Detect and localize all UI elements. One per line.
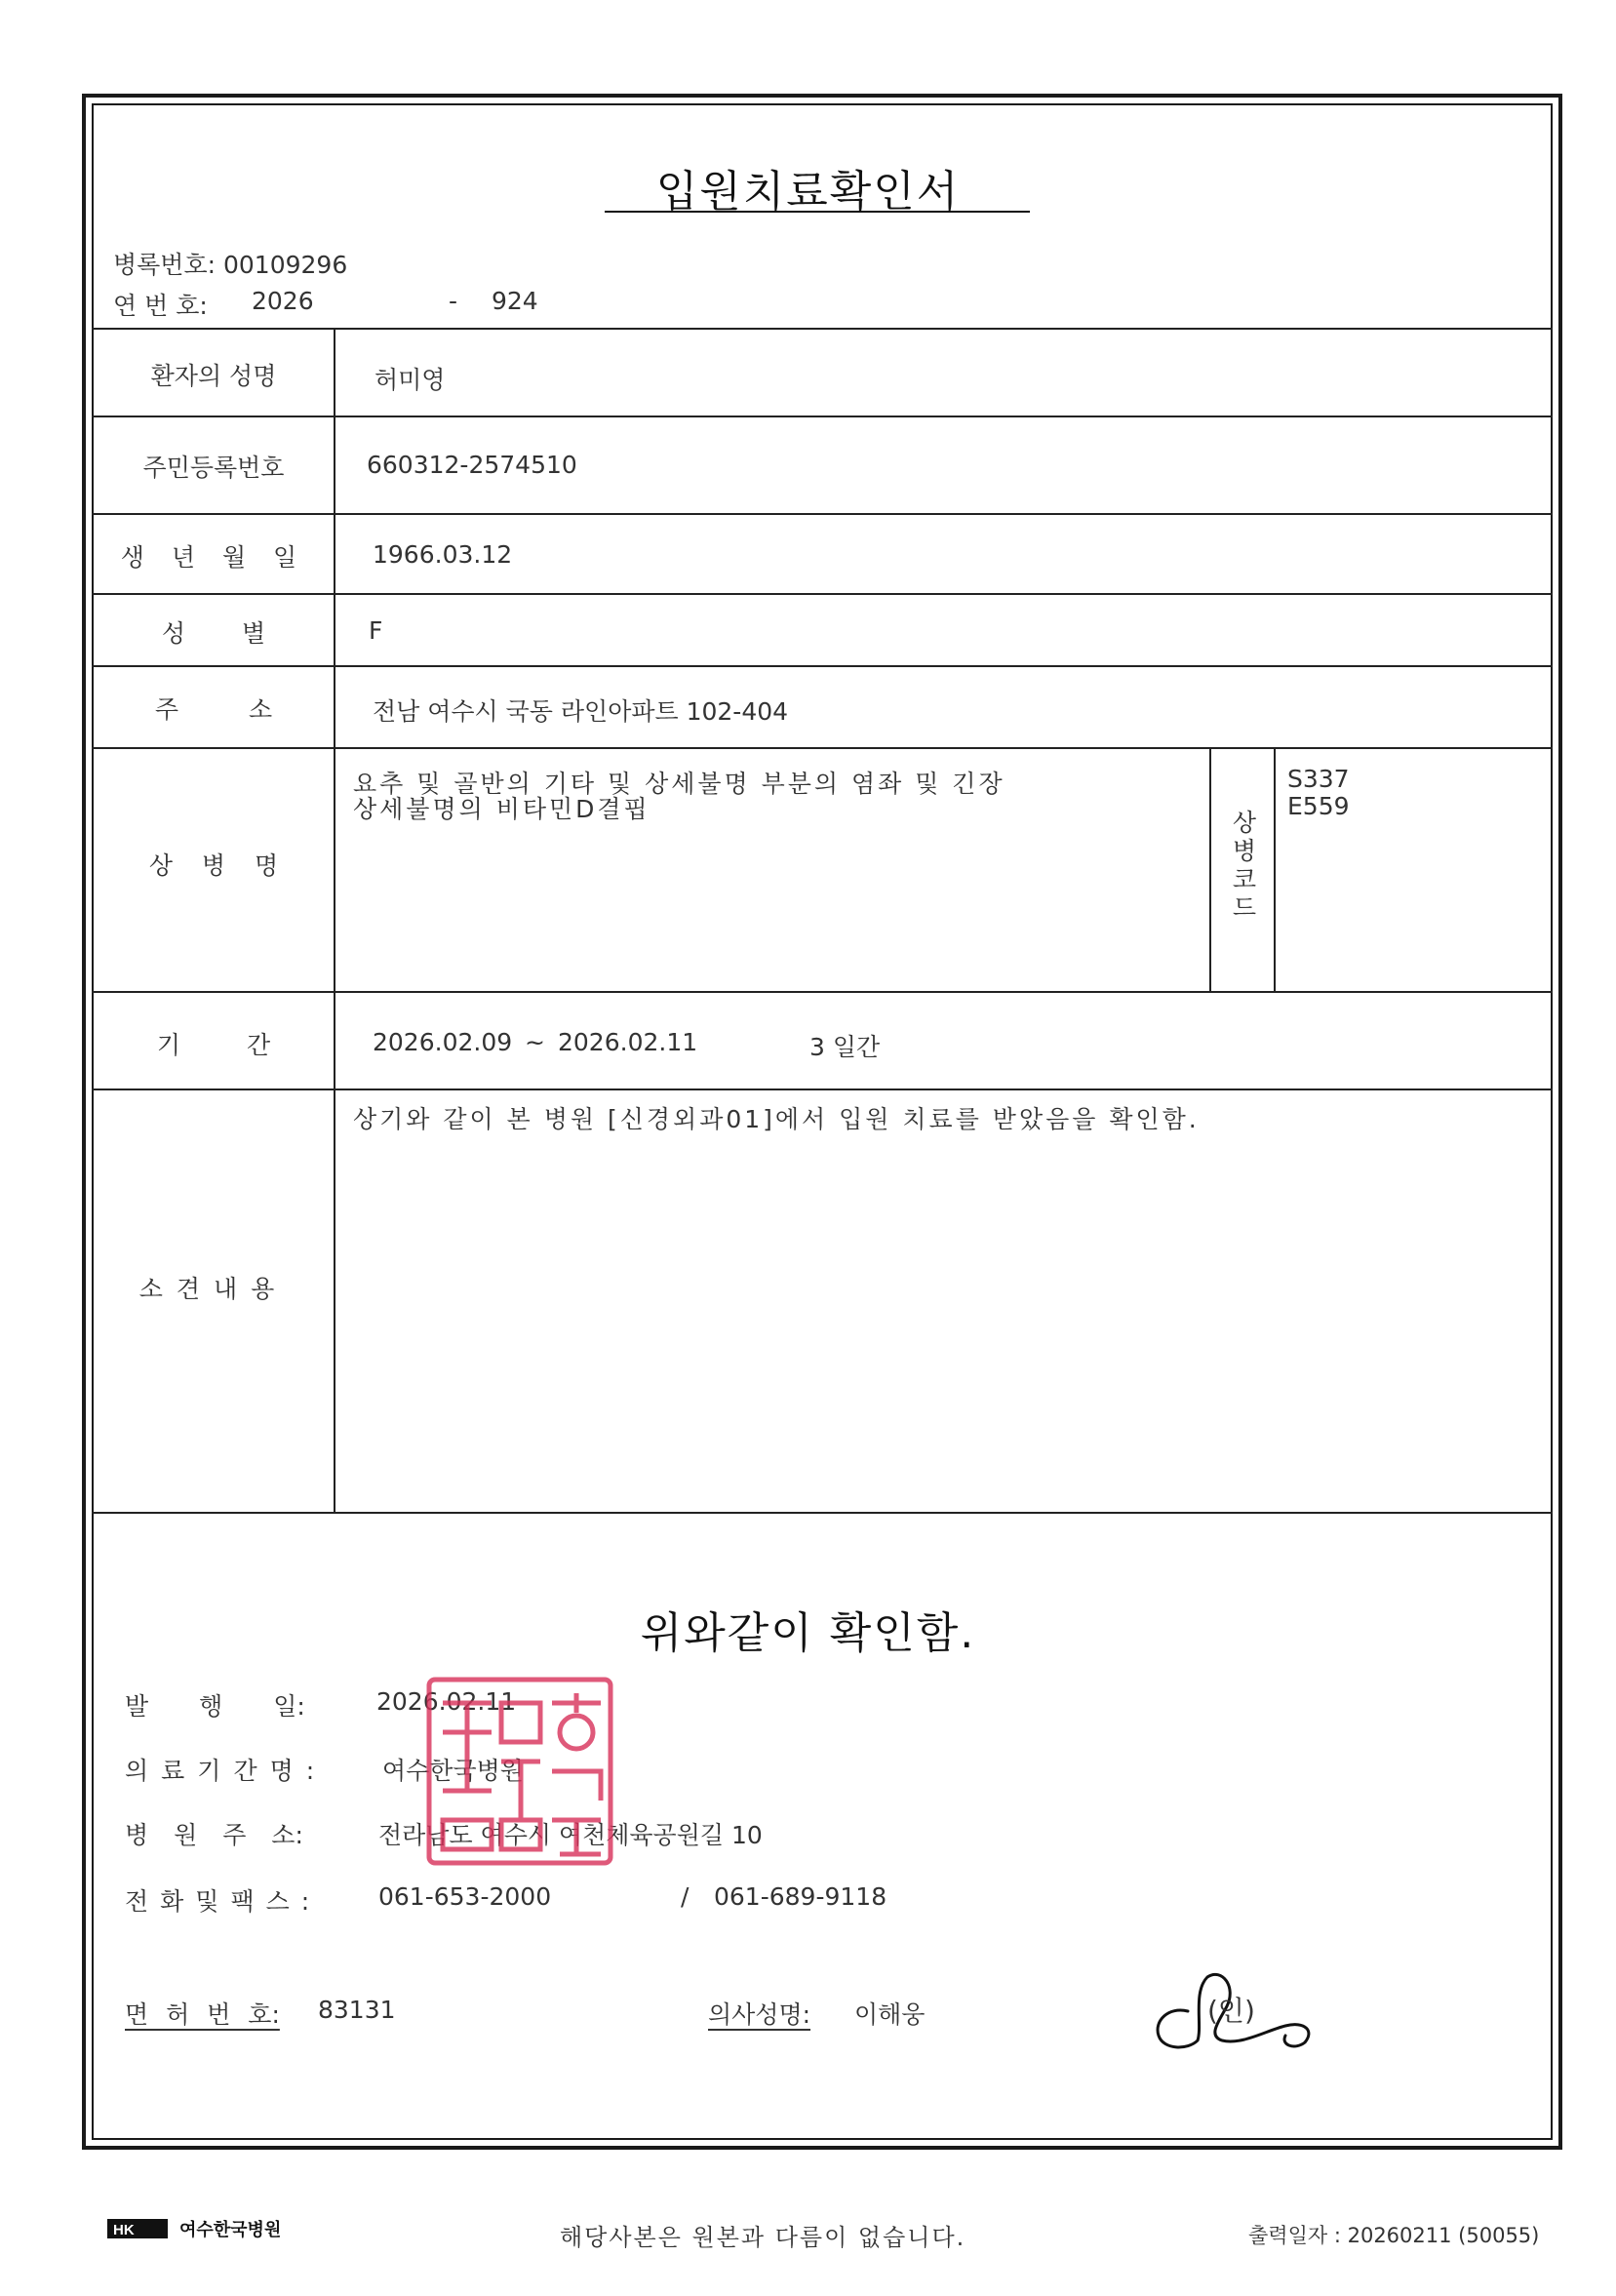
serial-year: 2026 xyxy=(252,287,314,315)
period-end: 2026.02.11 xyxy=(558,1028,698,1056)
table-top-border xyxy=(92,328,1553,330)
diagnosis-code: E559 xyxy=(1287,792,1350,820)
resident-number-value: 660312-2574510 xyxy=(367,451,577,479)
hospital-seal-stamp xyxy=(423,1674,618,1869)
printed-date-value: 20260211 xyxy=(1347,2224,1452,2247)
phone-fax-label: 전화및팩스: xyxy=(125,1887,322,1916)
code-column-divider xyxy=(1274,747,1276,991)
sex-label: 성 별 xyxy=(161,619,266,648)
row-divider xyxy=(92,593,1553,595)
seal-mark-text: (인) xyxy=(1207,1995,1255,2027)
patient-name-value: 허미영 xyxy=(374,366,446,394)
record-number-label: 병록번호: xyxy=(113,251,217,279)
birth-date-label: 생 년 월 일 xyxy=(120,543,307,572)
period-label: 기 간 xyxy=(156,1031,271,1059)
row-divider xyxy=(92,513,1553,515)
row-divider xyxy=(92,747,1553,749)
institution-label: 의료기간명: xyxy=(125,1757,328,1785)
code-column-divider xyxy=(1209,747,1211,991)
serial-number-label: 연 번 호: xyxy=(113,292,208,320)
title-underline xyxy=(605,211,1030,213)
address-value: 전남 여수시 국동 라인아파트 102-404 xyxy=(373,697,789,726)
address-label: 주 소 xyxy=(154,695,273,724)
hospital-logo xyxy=(107,2216,400,2241)
phone-fax-separator: / xyxy=(681,1882,690,1911)
opinion-label: 소견내용 xyxy=(138,1275,289,1303)
svg-text:HK: HK xyxy=(113,2222,135,2238)
row-divider xyxy=(92,665,1553,667)
row-divider xyxy=(92,991,1553,993)
label-column-divider xyxy=(334,328,335,1512)
diagnosis-code-label: 상병코드 xyxy=(1229,810,1257,923)
issue-date-label: 발 행 일: xyxy=(125,1692,305,1721)
serial-number: 924 xyxy=(492,287,538,315)
sex-value: F xyxy=(369,616,383,645)
printed-date-row xyxy=(1248,2220,1539,2249)
table-bottom-border xyxy=(92,1512,1553,1514)
phone-value: 061-653-2000 xyxy=(378,1882,552,1911)
record-number-row xyxy=(113,246,347,281)
doctor-name-label: 의사성명: xyxy=(708,2000,811,2029)
fax-value: 061-689-9118 xyxy=(714,1882,887,1911)
period-tilde: ~ xyxy=(525,1028,545,1056)
confirmation-statement: 위와같이 확인함. xyxy=(640,1608,976,1658)
period-days: 3 일간 xyxy=(809,1033,881,1061)
period-start: 2026.02.09 xyxy=(373,1028,513,1056)
opinion-text: 상기와 같이 본 병원 [신경외과01]에서 입원 치료를 받았음을 확인함. xyxy=(353,1105,1200,1133)
patient-name-label: 환자의 성명 xyxy=(150,362,277,390)
institution-value: 여수한국병원 xyxy=(382,1757,524,1785)
hospital-address-label: 병 원 주 소: xyxy=(125,1821,303,1849)
copy-certification-note: 해당사본은 원본과 다름이 없습니다. xyxy=(560,2224,966,2251)
doctor-name-value: 이해웅 xyxy=(854,2000,926,2029)
license-label: 면 허 번 호: xyxy=(125,2000,280,2029)
diagnosis-line: 요추 및 골반의 기타 및 상세불명 부분의 염좌 및 긴장 xyxy=(353,770,1005,798)
logo-text: 여수한국병원 xyxy=(179,2220,282,2240)
row-divider xyxy=(92,1089,1553,1090)
license-value: 83131 xyxy=(318,1996,396,2024)
row-divider xyxy=(92,416,1553,417)
diagnosis-label: 상 병 명 xyxy=(148,851,279,880)
document-title: 입원치료확인서 xyxy=(655,167,961,217)
diagnosis-line: 상세불명의 비타민D결핍 xyxy=(353,795,650,823)
printed-date-label: 출력일자 : xyxy=(1248,2224,1341,2247)
record-number-value: 00109296 xyxy=(222,251,348,279)
hospital-address-value: 전라남도 여수시 여천체육공원길 10 xyxy=(378,1821,763,1849)
resident-number-label: 주민등록번호 xyxy=(142,454,285,482)
printed-code: (50055) xyxy=(1458,2224,1540,2247)
diagnosis-code: S337 xyxy=(1287,765,1350,793)
issue-date-value: 2026.02.11 xyxy=(376,1687,517,1716)
birth-date-value: 1966.03.12 xyxy=(373,540,513,569)
serial-dash: - xyxy=(449,287,458,315)
